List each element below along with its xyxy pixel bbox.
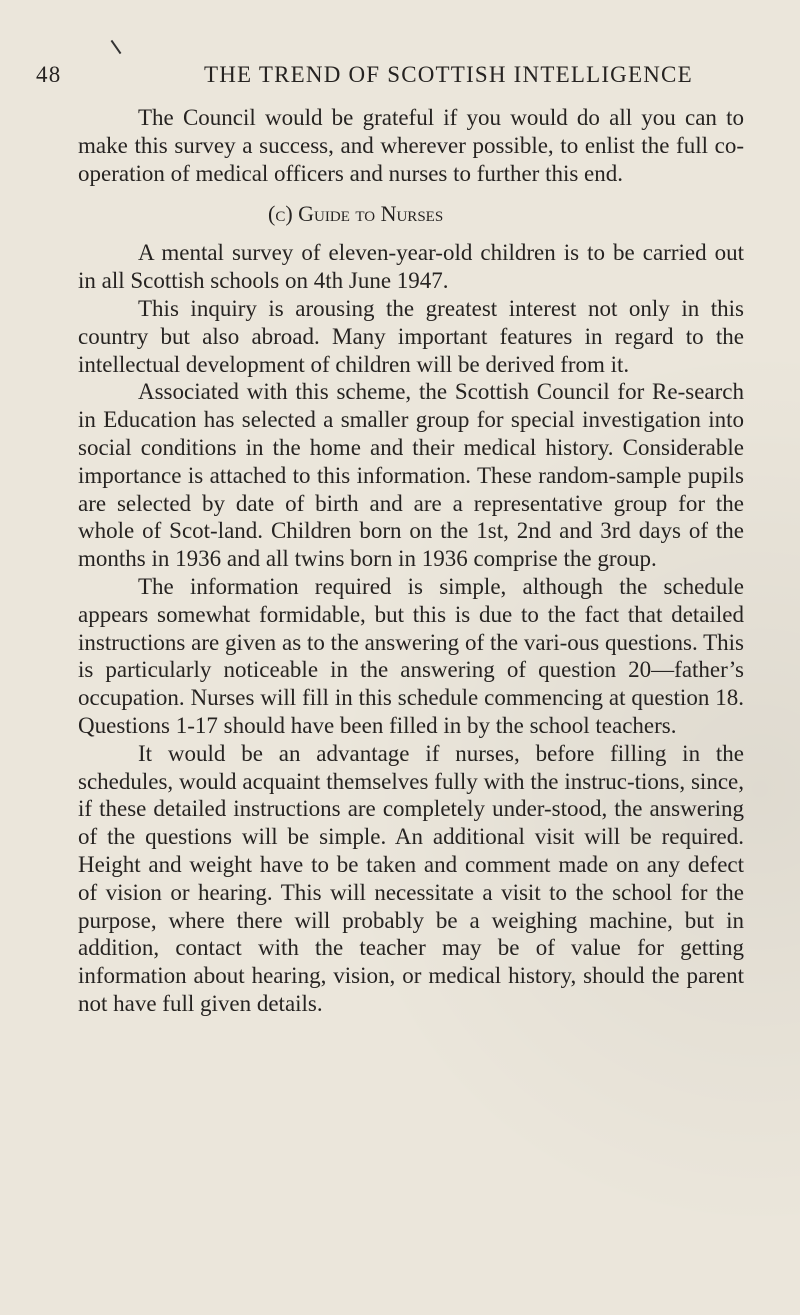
running-title: THE TREND OF SCOTTISH INTELLIGENCE (204, 62, 693, 87)
body-text (78, 104, 744, 1018)
paragraph-5: The information required is simple, although the schedule appears somewhat formidable, but this is due to the fact that detailed instructions are given as to the answering of the vari-ous questions. This is particularly noticeable in the answering of question 20—father’s occupation. Nurses will fill in this schedule commencing at question 18. Questions 1-17 should have been filled in by the school teachers. (78, 573, 744, 738)
paragraph-1: The Council would be grateful if you would do all you can to make this survey a success, and wherever possible, to enlist the full co-operation of medical officers and nurses to further this end. (78, 105, 744, 186)
paragraph-6: It would be an advantage if nurses, before filling in the schedules, would acquaint themselves fully with the instruc-tions, since, if these detailed instructions are completely under-stood, the answering of the questions will be simple. An additional visit will be required. Height and weight have to be taken and comment made on any defect of vision or hearing. This will necessitate a visit to the school for the purpose, where there will probably be a weighing machine, but in addition, contact with the teacher may be of value for getting information about hearing, vision, or medical history, should the parent not have full given details. (78, 740, 744, 1016)
paragraph-3: This inquiry is arousing the greatest interest not only in this country but also abroad. Many important features in regard to the intellectual development of children will be derived from it. (78, 295, 744, 377)
section-heading: (c) Guide to Nurses (268, 201, 444, 227)
paragraph-4: Associated with this scheme, the Scottish Council for Re-search in Education has selected a smaller group for special investigation into social conditions in the home and their medical history. Considerable importance is attached to this information. These random-sample pupils are selected by date of birth and are a representative group for the whole of Scot-land. Children born on the 1st, 2nd and 3rd days of the months in 1936 and all twins born in 1936 comprise the group. (78, 379, 744, 572)
page-number: 48 (36, 62, 62, 87)
paragraph-2: A mental survey of eleven-year-old children is to be carried out in all Scottish schools on 4th June 1947. (78, 240, 744, 294)
pencil-mark (111, 40, 122, 54)
